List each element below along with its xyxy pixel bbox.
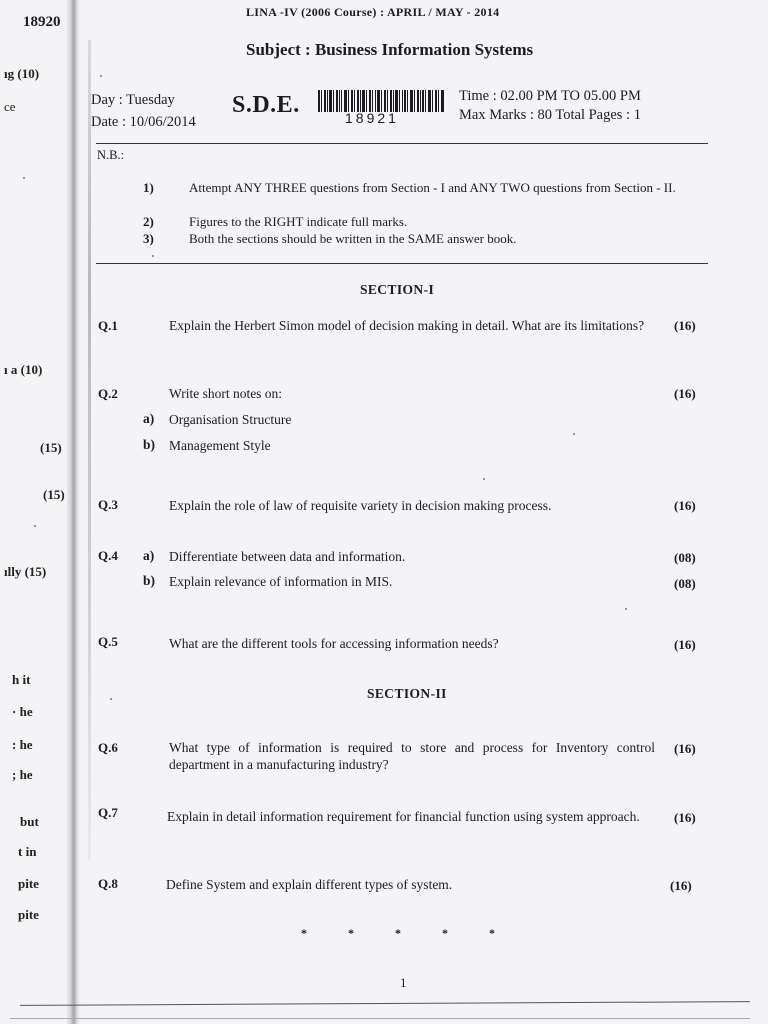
subject-title: Subject : Business Information Systems <box>246 40 534 59</box>
margin-fragment: but <box>20 814 39 829</box>
subquestion-text: Management Style <box>169 438 271 453</box>
barcode <box>318 90 444 112</box>
question-number: Q.5 <box>98 634 118 649</box>
end-star: * <box>348 926 354 940</box>
instruction-text: Figures to the RIGHT indicate full marks. <box>189 214 408 229</box>
question-marks: (16) <box>674 386 696 401</box>
margin-fragment: pite <box>18 907 39 922</box>
instruction-number: 2) <box>143 214 154 229</box>
margin-fragment: : he <box>12 737 33 752</box>
question-marks: (16) <box>670 878 692 893</box>
margin-fragment: ı a (10) <box>4 362 43 377</box>
margin-fragment: pite <box>18 876 39 891</box>
scan-speck <box>573 433 575 435</box>
subquestion-text: Explain relevance of information in MIS. <box>169 574 393 589</box>
scan-speck <box>110 698 112 700</box>
question-text: Write short notes on: <box>169 386 283 401</box>
header-rule <box>96 143 708 144</box>
sde-label: S.D.E. <box>232 92 300 118</box>
question-marks: (16) <box>674 318 696 333</box>
question-number: Q.7 <box>98 805 118 820</box>
exam-day: Day : Tuesday <box>91 92 175 108</box>
subquestion-label: b) <box>143 573 156 588</box>
subquestion-label: b) <box>143 437 156 452</box>
subquestion-marks: (08) <box>674 550 696 565</box>
end-star: * <box>395 926 401 940</box>
question-number: Q.6 <box>98 740 118 755</box>
question-text: Explain the role of law of requisite variety in decision making process. <box>169 498 552 513</box>
instruction-text: Attempt ANY THREE questions from Section - I and ANY TWO questions from Section - II. <box>189 180 676 195</box>
max-marks: Max Marks : 80 Total Pages : 1 <box>459 107 641 123</box>
end-star: * <box>301 926 307 940</box>
bottom-scan-edge <box>10 1018 750 1019</box>
page-number: 1 <box>400 975 407 990</box>
question-marks: (16) <box>674 637 696 652</box>
scan-speck <box>483 478 485 480</box>
margin-fragment: · he <box>12 704 33 719</box>
section-2-heading: SECTION-II <box>367 686 447 701</box>
barcode-number: 18921 <box>345 110 399 126</box>
section-1-heading: SECTION-I <box>360 282 435 297</box>
bottom-edge-line <box>20 1001 750 1006</box>
question-marks: (16) <box>674 498 696 513</box>
margin-fragment: ; he <box>12 767 33 782</box>
question-number: Q.8 <box>98 876 118 891</box>
subquestion-label: a) <box>143 411 155 426</box>
scan-speck <box>23 177 25 179</box>
question-marks: (16) <box>674 741 696 756</box>
exam-time: Time : 02.00 PM TO 05.00 PM <box>459 88 641 104</box>
subquestion-label: a) <box>143 548 155 563</box>
scan-speck <box>34 525 36 527</box>
scan-speck <box>625 608 627 610</box>
question-text: Explain in detail information requirement for financial function using system approach. <box>167 809 640 824</box>
nb-label: N.B.: <box>97 148 125 162</box>
margin-fragment: t in <box>18 844 37 859</box>
instructions-rule <box>96 263 708 264</box>
question-number: Q.1 <box>98 318 118 333</box>
question-text: Explain the Herbert Simon model of decision making in detail. What are its limitations? <box>169 318 645 333</box>
binding-shadow <box>66 0 80 1024</box>
question-number: Q.2 <box>98 386 118 401</box>
instruction-number: 1) <box>143 180 154 195</box>
end-star: * <box>442 926 448 940</box>
exam-date: Date : 10/06/2014 <box>91 114 196 130</box>
question-text: Define System and explain different types of system. <box>166 877 453 892</box>
instruction-number: 3) <box>143 231 154 246</box>
question-text: What type of information is required to store and process for Inventory control department in a manufacturing industry? <box>169 740 655 772</box>
scan-speck <box>100 75 102 77</box>
binding-edge <box>88 40 91 860</box>
question-number: Q.3 <box>98 497 118 512</box>
margin-fragment: h it <box>12 672 31 687</box>
margin-fragment: (15) <box>40 440 62 455</box>
question-marks: (16) <box>674 810 696 825</box>
margin-fragment: ılly (15) <box>4 564 47 579</box>
margin-fragment: (15) <box>43 487 65 502</box>
end-star: * <box>489 926 495 940</box>
exam-title: LINA -IV (2006 Course) : APRIL / MAY - 2014 <box>246 5 500 19</box>
subquestion-text: Organisation Structure <box>169 412 292 427</box>
margin-fragment: ıg (10) <box>4 66 40 81</box>
page-code: 18920 <box>23 14 61 30</box>
question-text: What are the different tools for accessing information needs? <box>169 636 499 651</box>
subquestion-text: Differentiate between data and information. <box>169 549 406 564</box>
margin-fragment: ce <box>4 99 16 114</box>
question-number: Q.4 <box>98 548 118 563</box>
subquestion-marks: (08) <box>674 576 696 591</box>
instruction-text: Both the sections should be written in the SAME answer book. <box>189 231 517 246</box>
scan-speck <box>152 255 154 257</box>
